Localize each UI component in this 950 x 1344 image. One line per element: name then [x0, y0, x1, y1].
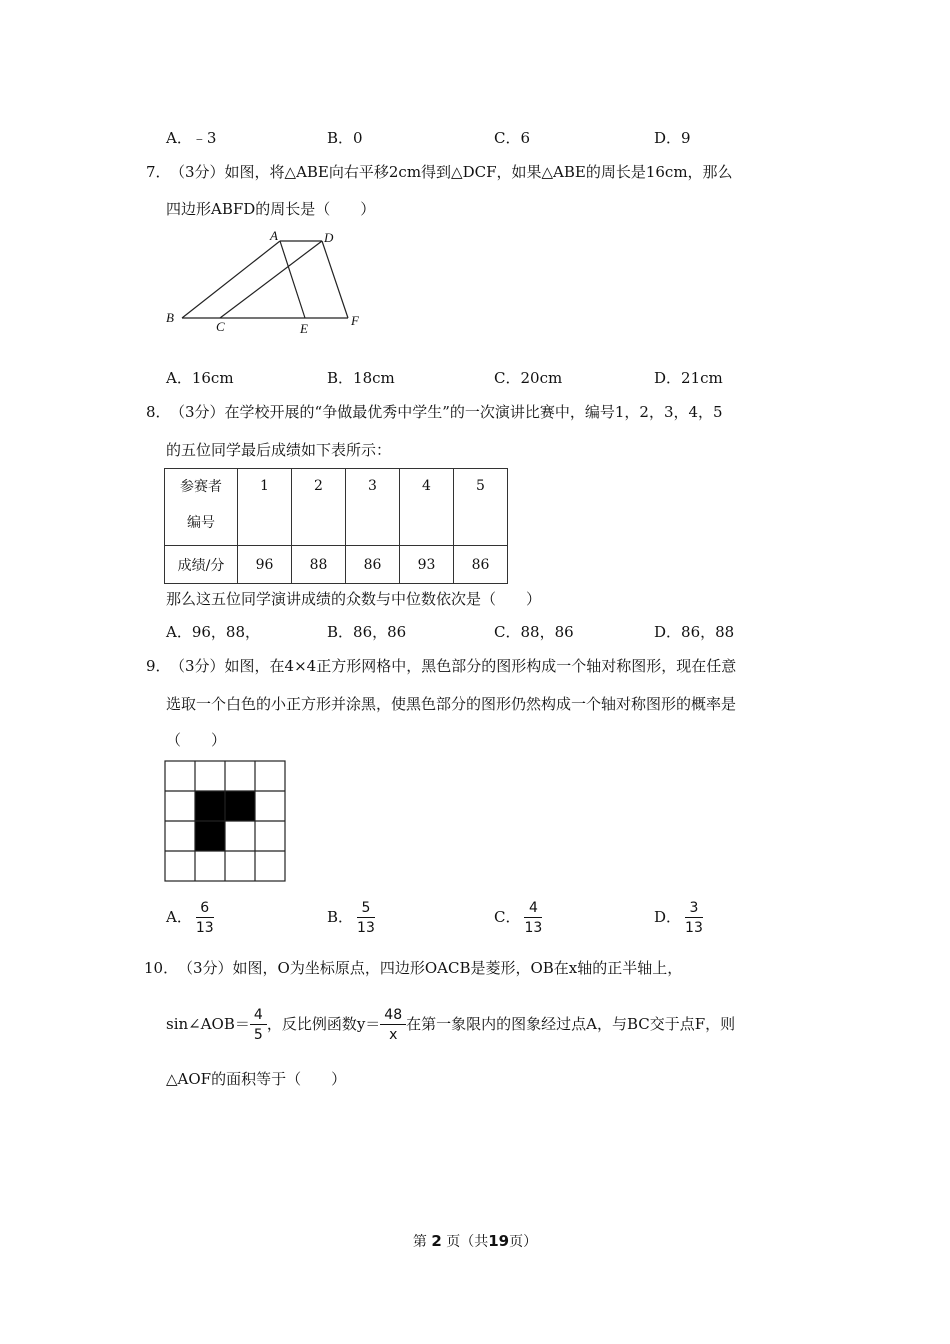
fraction-denominator: 13 — [195, 920, 214, 936]
score-cell: 88 — [292, 546, 346, 584]
score-cell: 86 — [454, 546, 508, 584]
q10-text-line2 — [166, 1008, 735, 1042]
option-letter: B． — [327, 908, 354, 926]
fraction-denominator: 5 — [253, 1027, 263, 1043]
score-cell: 86 — [346, 546, 400, 584]
id-cell: 3 — [346, 469, 400, 546]
footer-suffix: 页） — [509, 1234, 538, 1250]
fraction — [524, 901, 542, 935]
label-e: E — [300, 321, 308, 336]
function-text: ，反比例函数y＝ — [266, 1015, 381, 1033]
black-square — [225, 791, 255, 821]
q8-text-line1: （3分）在学校开展的“争做最优秀中学生”的一次演讲比赛中，编号1，2，3，4，5 — [170, 403, 723, 421]
header-label-1: 参赛者 — [180, 479, 222, 495]
q9-option-a — [166, 901, 214, 935]
footer-total-pages: 19 — [488, 1232, 510, 1250]
segment-df — [322, 241, 348, 318]
q7-text-line1: （3分）如图，将△ABE向右平移2cm得到△DCF，如果△ABE的周长是16cm，那么 — [170, 163, 733, 181]
grid-figure — [164, 760, 286, 882]
q9-text-line3: （ ） — [166, 731, 227, 749]
q10-text-line3: △AOF的面积等于（ ） — [166, 1070, 347, 1088]
id-cell: 1 — [238, 469, 292, 546]
label-b: B — [166, 310, 174, 325]
k-fraction — [380, 1008, 406, 1042]
label-d: D — [324, 230, 334, 245]
segment-ab — [182, 241, 280, 318]
q10-text-line1: （3分）如图，O为坐标原点，四边形OACB是菱形，OB在x轴的正半轴上， — [178, 959, 683, 977]
fraction-denominator: 13 — [524, 920, 543, 936]
fraction — [196, 901, 214, 935]
score-cell: 96 — [238, 546, 292, 584]
label-a: A — [270, 228, 278, 243]
q7-option-d: D．21cm — [654, 369, 723, 387]
translation-figure — [160, 226, 370, 338]
q8-question: 那么这五位同学演讲成绩的众数与中位数依次是（ ） — [166, 590, 542, 608]
q9-text-line1: （3分）如图，在4×4正方形网格中，黑色部分的图形构成一个轴对称图形，现在任意 — [170, 657, 737, 675]
q7-option-a: A．16cm — [166, 369, 234, 387]
fraction — [357, 901, 375, 935]
fraction — [685, 901, 703, 935]
q8-option-d: D．86，88 — [654, 623, 735, 641]
q6-option-b: B．0 — [327, 129, 363, 147]
fraction-denominator: x — [389, 1027, 398, 1043]
segment-ae — [280, 241, 305, 318]
id-cell: 2 — [292, 469, 346, 546]
row-label: 成绩/分 — [165, 546, 238, 584]
footer-middle: 页（共 — [446, 1234, 489, 1250]
table-row — [165, 546, 508, 584]
q9-number: 9． — [146, 657, 171, 675]
q9-option-b — [327, 901, 375, 935]
option-letter: D． — [654, 908, 682, 926]
condition-text: 在第一象限内的图象经过点A，与BC交于点F，则 — [406, 1015, 736, 1033]
q10-number: 10． — [144, 959, 179, 977]
score-table — [164, 468, 508, 584]
header-label-2: 编号 — [187, 515, 215, 531]
q7-option-b: B．18cm — [327, 369, 395, 387]
sin-fraction — [250, 1008, 267, 1042]
fraction-numerator: 5 — [357, 901, 375, 918]
fraction-denominator: 13 — [357, 920, 375, 936]
segment-dc — [220, 241, 322, 318]
id-cell: 4 — [400, 469, 454, 546]
q8-option-b: B．86，86 — [327, 623, 407, 641]
fraction-numerator: 6 — [196, 901, 214, 918]
q7-number: 7． — [146, 163, 171, 181]
score-cell: 93 — [400, 546, 454, 584]
footer-page-number: 2 — [431, 1232, 442, 1250]
option-letter: A． — [166, 908, 192, 926]
q8-text-line2: 的五位同学最后成绩如下表所示： — [166, 441, 392, 459]
footer-prefix: 第 — [412, 1234, 427, 1250]
fraction-numerator: 3 — [685, 901, 703, 918]
black-square — [195, 821, 225, 851]
q6-option-d: D．9 — [654, 129, 691, 147]
fraction-numerator: 4 — [250, 1008, 267, 1025]
black-square — [195, 791, 225, 821]
q9-text-line2: 选取一个白色的小正方形并涂黑，使黑色部分的图形仍然构成一个轴对称图形的概率是 — [166, 695, 737, 713]
id-cell: 5 — [454, 469, 508, 546]
label-c: C — [216, 319, 225, 334]
q8-number: 8． — [146, 403, 171, 421]
q7-text-line2: 四边形ABFD的周长是（ ） — [166, 200, 376, 218]
option-letter: C． — [494, 908, 521, 926]
q7-option-c: C．20cm — [494, 369, 563, 387]
q8-option-a: A．96，88， — [166, 623, 261, 641]
label-f: F — [351, 313, 359, 328]
page-footer — [0, 1231, 950, 1251]
fraction-denominator: 13 — [685, 920, 703, 936]
table-row — [165, 469, 508, 546]
fraction-numerator: 48 — [380, 1008, 406, 1025]
fraction-numerator: 4 — [524, 901, 542, 918]
q6-option-c: C．6 — [494, 129, 531, 147]
sin-expression: sin∠AOB＝ — [166, 1015, 250, 1033]
header-cell — [165, 469, 238, 546]
q9-option-c — [494, 901, 542, 935]
q6-option-a: A．﹣3 — [166, 129, 217, 147]
q8-option-c: C．88，86 — [494, 623, 574, 641]
q9-option-d — [654, 901, 703, 935]
